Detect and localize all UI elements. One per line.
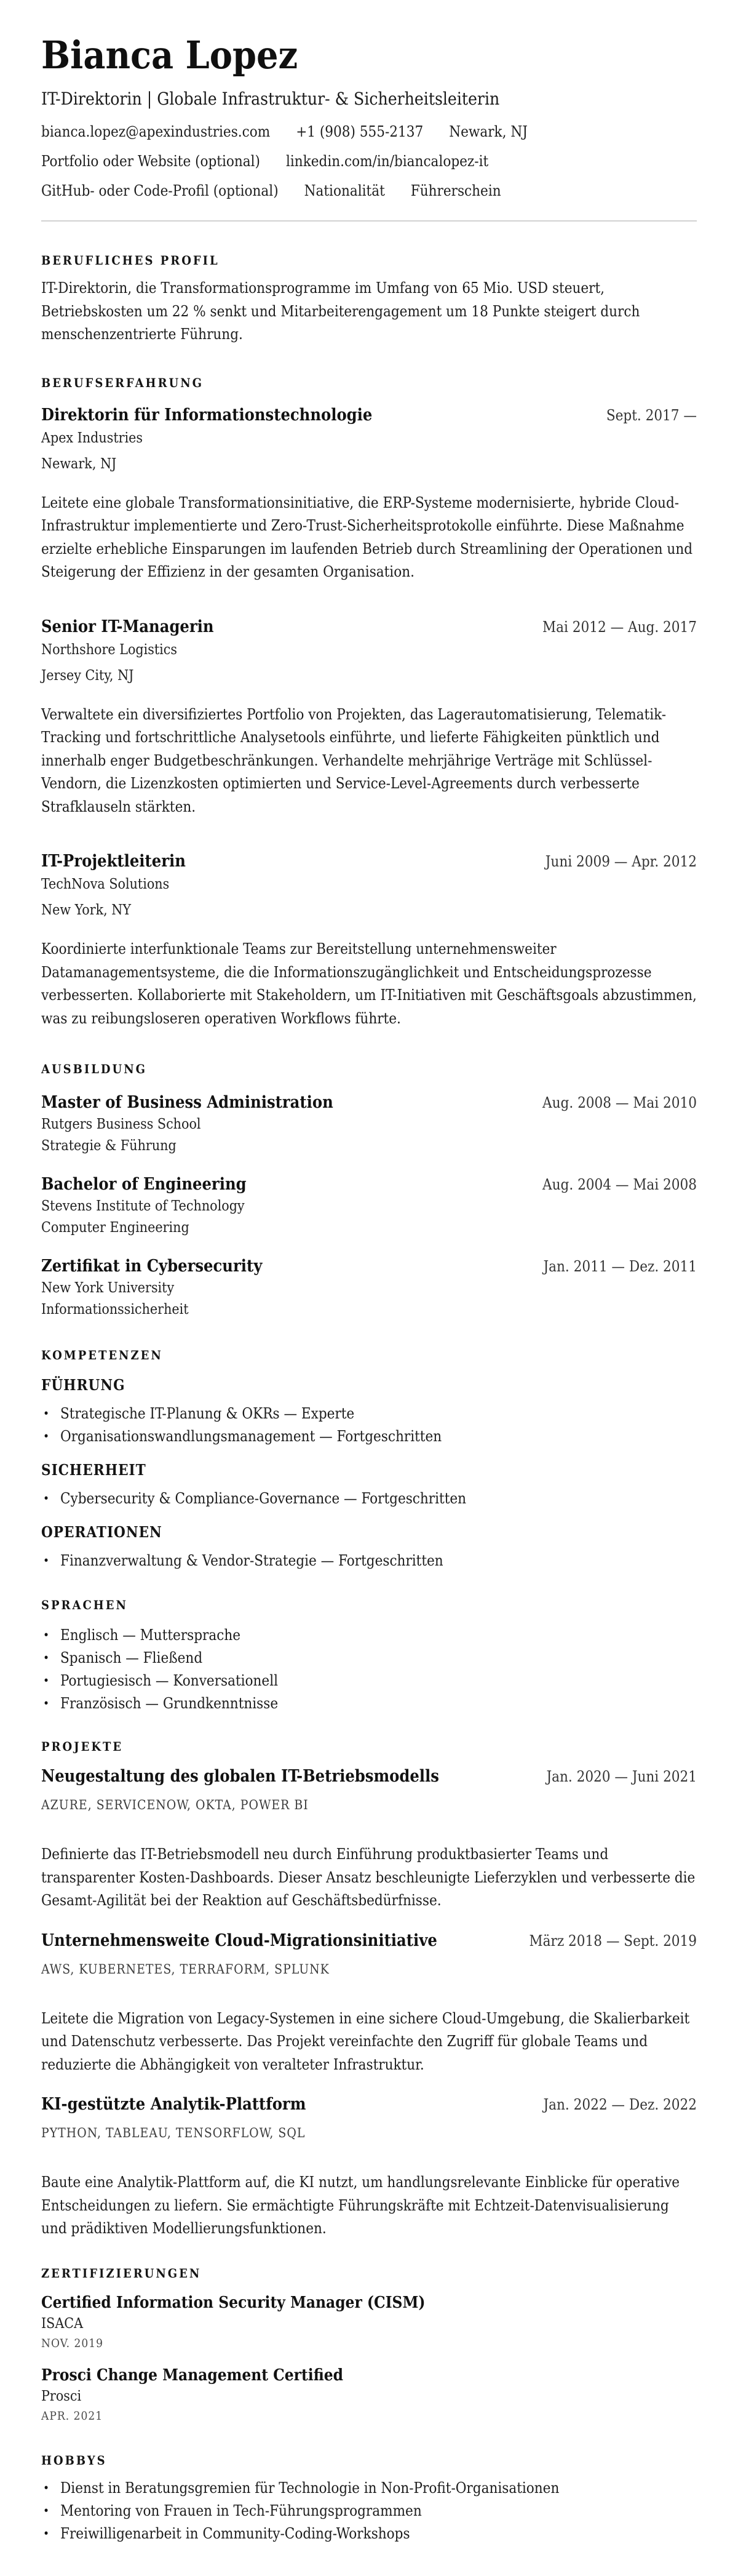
education-entry-head [41,1255,697,1278]
person-job-title: IT-Direktorin | Globale Infrastruktur- & Sicherheitsleiterin [41,89,500,109]
job-title: Direktorin für Informationstechnologie [41,405,373,425]
profile-heading: BERUFLICHES PROFIL [41,253,220,268]
project-entry-head [41,1766,697,1788]
certification-title: Prosci Change Management Certified [41,2366,343,2385]
job-title: IT-Projektleiterin [41,852,186,871]
skill-item: • Organisationswandlungsmanagement — Fortgeschritten [41,1425,697,1448]
education-entry-head [41,1174,697,1196]
section-languages [41,1597,697,1715]
section-experience [41,375,697,1031]
project-dates: Jan. 2022 — Dez. 2022 [543,2096,697,2113]
contact-portfolio: Portfolio oder Website (optional) [41,153,260,170]
certification-entry [41,2365,697,2424]
projects-heading: PROJEKTE [41,1739,124,1754]
degree-dates: Aug. 2004 — Mai 2008 [542,1176,697,1193]
skills-heading: KOMPETENZEN [41,1348,163,1362]
job-entry-head [41,404,697,426]
degree-dates: Jan. 2011 — Dez. 2011 [543,1258,697,1275]
contact-row-3 [41,180,697,202]
job-location: Jersey City, NJ [41,667,134,684]
hobby-item: • Mentoring von Frauen in Tech-Führungsprogrammen [41,2500,697,2522]
certification-issuer: ISACA [41,2315,84,2332]
project-stack: AWS, KUBERNETES, TERRAFORM, SPLUNK [41,1961,330,1977]
contact-linkedin: linkedin.com/in/biancalopez-it [285,153,489,170]
section-education [41,1061,697,1319]
skill-group-title: SICHERHEIT [41,1461,146,1479]
skill-item: • Finanzverwaltung & Vendor-Strategie — Fortgeschritten [41,1550,697,1572]
hobbies-heading: HOBBYS [41,2452,107,2468]
project-title: KI-gestützte Analytik-Plattform [41,2095,306,2114]
project-entry [41,2094,697,2241]
job-description: Koordinierte interfunktionale Teams zur Bereitstellung unternehmensweiter Datamanagementsysteme, die die Informationszugänglichkeit und Entscheidungsprozesse verbesserten. Kollaborierte mit Stakeholdern, um IT-Initiativen mit Geschäftsgoals abzustimmen, was zu reibungsloseren operativen Workflows führte. [41,940,697,1027]
project-entry-head [41,2094,697,2116]
certification-title: Certified Information Security Manager (CISM) [41,2293,426,2312]
job-entry [41,850,697,1030]
skill-item: • Cybersecurity & Compliance-Governance — Fortgeschritten [41,1487,697,1510]
contact-row-1 [41,121,697,143]
education-heading: AUSBILDUNG [41,1062,148,1076]
contact-phone: +1 (908) 555-2137 [296,123,424,140]
job-description: Verwaltete ein diversifiziertes Portfolio von Projekten, das Lagerautomatisierung, Telematik-Tracking und fortschrittliche Analysetools einführte, und lieferte Fähigkeiten pünktlich und innerhalb enger Budgetbeschränkungen. Verhandelte mehrjährige Verträge mit Schlüssel-Vendorn, die Lizenzkosten optimierten und Service-Level-Agreements durch verbesserte Strafklauseln stärkten. [41,705,667,815]
job-description: Leitete eine globale Transformationsinitiative, die ERP-Systeme modernisierte, hybride Cloud-Infrastruktur implementierte und Zero-Trust-Sicherheitsprotokolle einführte. Diese Maßnahme erzielte erhebliche Einsparungen im laufenden Betrieb durch Streamlining der Operationen und Steigerung der Effizienz in der gesamten Organisation. [41,494,693,580]
project-stack: PYTHON, TABLEAU, TENSORFLOW, SQL [41,2126,306,2140]
project-dates: Jan. 2020 — Juni 2021 [546,1768,697,1785]
project-stack: AZURE, SERVICENOW, OKTA, POWER BI [41,1798,309,1812]
school-name: Rutgers Business School [41,1116,201,1132]
degree-focus: Informationssicherheit [41,1302,189,1318]
degree-title: Master of Business Administration [41,1093,333,1112]
degree-title: Bachelor of Engineering [41,1175,247,1194]
job-location: Newark, NJ [41,455,117,472]
hobby-item: • Dienst in Beratungsgremien für Technologie in Non-Profit-Organisationen [41,2477,697,2500]
skill-group-security [41,1460,697,1510]
contact-location: Newark, NJ [449,123,528,140]
experience-heading: BERUFSERFAHRUNG [41,375,204,390]
skill-group-leadership [41,1375,697,1448]
job-entry-head [41,850,697,873]
section-profile [41,252,697,346]
project-entry [41,1930,697,2077]
hobby-item: • Freiwilligenarbeit in Community-Coding-Workshops [41,2522,697,2545]
certifications-heading: ZERTIFIZIERUNGEN [41,2265,202,2281]
contact-license: Führerschein [410,182,501,199]
degree-focus: Computer Engineering [41,1220,189,1236]
skill-list [41,1550,697,1572]
degree-focus: Strategie & Führung [41,1138,177,1154]
contact-github: GitHub- oder Code-Profil (optional) [41,182,279,199]
project-title: Unternehmensweite Cloud-Migrationsinitiative [41,1930,437,1950]
language-item: • Spanisch — Fließend [41,1647,697,1670]
section-certifications [41,2265,697,2424]
job-dates: Mai 2012 — Aug. 2017 [542,618,697,636]
contact-row-2 [41,150,697,172]
language-item: • Französisch — Grundkenntnisse [41,1692,697,1715]
job-dates: Sept. 2017 — [606,406,697,424]
project-entry-head [41,1930,697,1952]
languages-heading: SPRACHEN [41,1598,128,1612]
education-entry-head [41,1092,697,1114]
certification-issuer: Prosci [41,2388,82,2404]
education-entry [41,1255,697,1319]
job-company: Northshore Logistics [41,641,177,658]
job-company: Apex Industries [41,430,143,446]
contact-email: bianca.lopez@apexindustries.com [41,123,271,140]
project-dates: März 2018 — Sept. 2019 [529,1932,697,1950]
school-name: Stevens Institute of Technology [41,1198,245,1214]
language-item: • Portugiesisch — Konversationell [41,1670,697,1692]
project-entry [41,1766,697,1913]
education-entry [41,1092,697,1155]
project-description: Definierte das IT-Betriebsmodell neu durch Einführung produktbasierter Teams und transparenter Kosten-Dashboards. Dieser Ansatz beschleunigte Lieferzyklen und verbesserte die Gesamt-Agilität bei der Reaktion auf Geschäftsbedürfnisse. [41,1846,696,1909]
skill-list [41,1402,697,1448]
job-title: Senior IT-Managerin [41,617,214,636]
degree-dates: Aug. 2008 — Mai 2010 [542,1094,697,1111]
skill-group-title: FÜHRUNG [41,1376,125,1394]
resume-header [41,33,697,202]
language-item: • Englisch — Muttersprache [41,1624,697,1647]
job-location: New York, NY [41,902,132,918]
degree-title: Zertifikat in Cybersecurity [41,1257,263,1276]
job-entry-head [41,616,697,638]
profile-text: IT-Direktorin, die Transformationsprogramme im Umfang von 65 Mio. USD steuert, Betriebskosten um 22 % senkt und Mitarbeiterengagement um 18 Punkte steigert durch menschenzentrierte Führung. [41,279,640,343]
contact-nationality: Nationalität [304,182,385,199]
hobby-list [41,2477,697,2545]
skill-item: • Strategische IT-Planung & OKRs — Experte [41,1402,697,1425]
header-divider [41,220,697,222]
skill-list [41,1487,697,1510]
person-name: Bianca Lopez [41,33,298,78]
project-title: Neugestaltung des globalen IT-Betriebsmodells [41,1767,439,1786]
skill-group-title: OPERATIONEN [41,1523,162,1541]
section-projects [41,1738,697,2241]
language-list [41,1624,697,1715]
school-name: New York University [41,1280,175,1296]
certification-date: NOV. 2019 [41,2336,104,2350]
job-dates: Juni 2009 — Apr. 2012 [545,853,697,870]
job-entry [41,404,697,584]
job-entry [41,616,697,819]
project-description: Leitete die Migration von Legacy-Systemen in eine sichere Cloud-Umgebung, die Skalierbarkeit und Datenschutz verbesserte. Das Projekt vereinfachte den Zugriff für globale Teams und reduzierte die Abhängigkeit von veralteter Infrastruktur. [41,2009,690,2073]
education-entry [41,1174,697,1237]
job-company: TechNova Solutions [41,876,170,892]
skill-group-operations [41,1522,697,1572]
section-skills [41,1347,697,1572]
project-description: Baute eine Analytik-Plattform auf, die KI nutzt, um handlungsrelevante Einblicke für operative Entscheidungen zu liefern. Sie ermächtigte Führungskräfte mit Echtzeit-Datenvisualisierung und prädiktiven Modellierungsfunktionen. [41,2174,680,2237]
certification-entry [41,2292,697,2351]
section-hobbies [41,2452,697,2545]
certification-date: APR. 2021 [41,2409,103,2423]
